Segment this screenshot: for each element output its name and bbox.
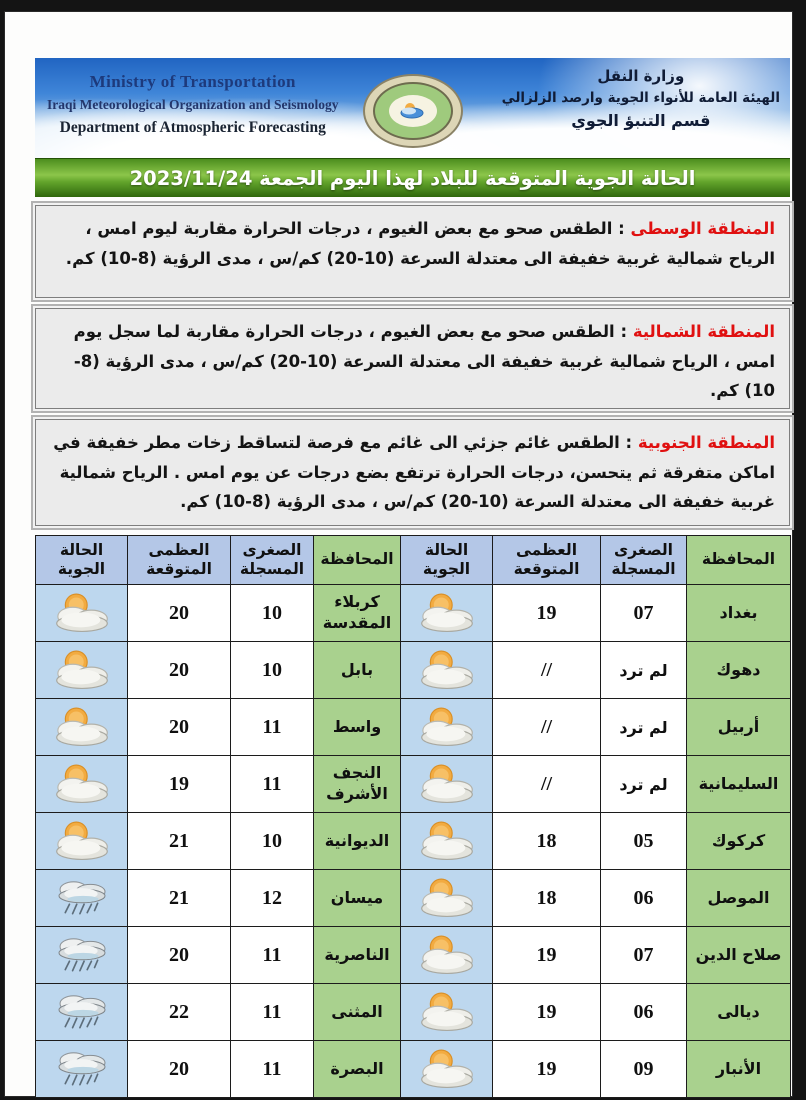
document-content	[35, 58, 790, 1098]
rain-cloud-icon	[45, 875, 119, 921]
max-temp-cell: 19	[128, 756, 231, 813]
min-temp-cell: 06	[601, 870, 687, 927]
max-temp-cell: 20	[128, 642, 231, 699]
governorate-cell: بابل	[314, 642, 401, 699]
agency-seal-logo	[363, 74, 463, 148]
governorate-cell: كربلاء المقدسة	[314, 585, 401, 642]
governorate-cell: الموصل	[687, 870, 791, 927]
header-governorate-right: المحافظة	[687, 536, 791, 585]
weather-condition-cell	[401, 756, 493, 813]
header-condition-right: الحالة الجوية	[401, 536, 493, 585]
governorate-cell: ميسان	[314, 870, 401, 927]
max-temp-cell: 20	[128, 699, 231, 756]
governorate-cell: الأنبار	[687, 1041, 791, 1098]
ministry-line-1: Ministry of Transportation	[89, 72, 296, 91]
min-temp-cell: 11	[231, 756, 314, 813]
weather-condition-cell	[36, 699, 128, 756]
header-condition-left: الحالة الجوية	[36, 536, 128, 585]
max-temp-cell: 19	[493, 927, 601, 984]
table-row	[36, 756, 791, 813]
rain-cloud-icon	[45, 1046, 119, 1092]
header-governorate-left: المحافظة	[314, 536, 401, 585]
sun-behind-cloud-icon	[410, 590, 484, 636]
header-min-right: الصغرى المسجلة	[601, 536, 687, 585]
max-temp-cell: 21	[128, 870, 231, 927]
min-temp-cell: لم ترد	[619, 717, 668, 737]
weather-condition-cell	[36, 756, 128, 813]
weather-condition-cell	[36, 642, 128, 699]
min-temp-cell: 09	[601, 1041, 687, 1098]
northern-region-text: : الطقس صحو مع بعض الغيوم ، درجات الحرارة مقاربة لما سجل يوم امس ، الرياح شمالية غربية خفيفة الى معتدلة السرعة (10-20) كم/س ، مدى الرؤية (8-10) كم.	[73, 322, 775, 401]
weather-condition-cell	[401, 699, 493, 756]
rain-cloud-icon	[45, 989, 119, 1035]
min-temp-cell: 07	[601, 927, 687, 984]
ministry-line-3: Department of Atmospheric Forecasting	[59, 119, 326, 137]
southern-region-label: المنطقة الجنوبية	[637, 433, 775, 452]
sun-behind-cloud-icon	[410, 761, 484, 807]
governorate-cell: السليمانية	[687, 756, 791, 813]
table-row	[36, 984, 791, 1041]
max-temp-cell: 20	[128, 585, 231, 642]
max-temp-cell: //	[493, 642, 601, 699]
weather-condition-cell	[401, 642, 493, 699]
weather-condition-cell	[401, 870, 493, 927]
table-row	[36, 1041, 791, 1098]
northern-region-label: المنطقة الشمالية	[632, 322, 775, 341]
forecast-title-text: الحالة الجوية المتوقعة للبلاد لهذا اليوم الجمعة 2023/11/24	[129, 166, 696, 190]
min-temp-cell: 11	[231, 984, 314, 1041]
governorate-cell: بغداد	[687, 585, 791, 642]
max-temp-cell: 21	[128, 813, 231, 870]
min-temp-cell: 05	[601, 813, 687, 870]
ministry-arabic-line-3: قسم التنبؤ الجوي	[571, 111, 711, 131]
sun-behind-cloud-icon	[45, 590, 119, 636]
logo-cloud-icon	[396, 100, 430, 122]
logo-green-ring	[373, 82, 453, 140]
table-header-row	[36, 536, 791, 585]
weather-condition-cell	[36, 927, 128, 984]
min-temp-cell: 06	[601, 984, 687, 1041]
governorate-cell: صلاح الدين	[687, 927, 791, 984]
min-temp-cell: لم ترد	[619, 774, 668, 794]
table-row	[36, 699, 791, 756]
sun-behind-cloud-icon	[410, 704, 484, 750]
min-temp-cell: 11	[231, 1041, 314, 1098]
sun-behind-cloud-icon	[410, 647, 484, 693]
forecast-title-bar	[35, 158, 790, 197]
sun-behind-cloud-icon	[410, 932, 484, 978]
southern-region-forecast	[35, 419, 790, 526]
rain-cloud-icon	[45, 932, 119, 978]
max-temp-cell: //	[493, 756, 601, 813]
southern-region-text: : الطقس غائم جزئي الى غائم مع فرصة لتساقط زخات مطر خفيفة في اماكن متفرقة ثم يتحسن، درجات الحرارة ترتفع بضع درجات عن يوم امس . الرياح شمالية غربية خفيفة الى معتدلة السرعة (10-20) كم/س ، مدى الرؤية (8-10) كم.	[53, 433, 775, 512]
weather-condition-cell	[36, 813, 128, 870]
max-temp-cell: 19	[493, 585, 601, 642]
weather-condition-cell	[36, 984, 128, 1041]
max-temp-cell: 20	[128, 1041, 231, 1098]
min-temp-cell: لم ترد	[619, 660, 668, 680]
max-temp-cell: 22	[128, 984, 231, 1041]
weather-condition-cell	[401, 927, 493, 984]
sun-behind-cloud-icon	[410, 875, 484, 921]
governorate-cell: كركوك	[687, 813, 791, 870]
ministry-arabic-line-2: الهيئة العامة للأنواء الجوية وارصد الزلزالي	[501, 90, 780, 107]
max-temp-cell: 19	[493, 984, 601, 1041]
sun-behind-cloud-icon	[45, 647, 119, 693]
max-temp-cell: 20	[128, 927, 231, 984]
governorate-cell: أربيل	[687, 699, 791, 756]
central-region-label: المنطقة الوسطى	[630, 219, 775, 238]
ministry-name-english	[47, 69, 338, 140]
northern-region-forecast	[35, 308, 790, 409]
sun-behind-cloud-icon	[45, 818, 119, 864]
weather-condition-cell	[401, 984, 493, 1041]
weather-condition-cell	[36, 1041, 128, 1098]
min-temp-cell: 11	[231, 699, 314, 756]
weather-condition-cell	[401, 813, 493, 870]
governorate-weather-table	[35, 535, 791, 1098]
governorate-cell: الناصرية	[314, 927, 401, 984]
table-row	[36, 813, 791, 870]
max-temp-cell: 18	[493, 813, 601, 870]
header-max-right: العظمى المتوقعة	[493, 536, 601, 585]
sun-behind-cloud-icon	[45, 704, 119, 750]
letterhead-banner	[35, 58, 790, 158]
governorate-cell: البصرة	[314, 1041, 401, 1098]
ministry-name-arabic	[502, 65, 780, 134]
sun-behind-cloud-icon	[45, 761, 119, 807]
table-row	[36, 642, 791, 699]
ministry-line-2: Iraqi Meteorological Organization and Seismology	[47, 97, 339, 113]
header-min-left: الصغرى المسجلة	[231, 536, 314, 585]
table-row	[36, 927, 791, 984]
governorate-cell: المثنى	[314, 984, 401, 1041]
governorate-cell: ديالى	[687, 984, 791, 1041]
sun-behind-cloud-icon	[410, 989, 484, 1035]
min-temp-cell: 07	[601, 585, 687, 642]
min-temp-cell: 12	[231, 870, 314, 927]
min-temp-cell: 10	[231, 813, 314, 870]
logo-center-emblem	[389, 95, 437, 127]
governorate-cell: واسط	[314, 699, 401, 756]
header-max-left: العظمى المتوقعة	[128, 536, 231, 585]
table-row	[36, 870, 791, 927]
weather-condition-cell	[36, 870, 128, 927]
weather-condition-cell	[401, 585, 493, 642]
central-region-forecast	[35, 205, 790, 298]
governorate-cell: دهوك	[687, 642, 791, 699]
sun-behind-cloud-icon	[410, 1046, 484, 1092]
max-temp-cell: 19	[493, 1041, 601, 1098]
min-temp-cell: 11	[231, 927, 314, 984]
governorate-cell: النجف الأشرف	[314, 756, 401, 813]
central-region-text: : الطقس صحو مع بعض الغيوم ، درجات الحرارة مقاربة ليوم امس ، الرياح شمالية غربية خفيفة الى معتدلة السرعة (10-20) كم/س ، مدى الرؤية (8-10) كم.	[65, 219, 775, 268]
table-row	[36, 585, 791, 642]
min-temp-cell: 10	[231, 585, 314, 642]
max-temp-cell: 18	[493, 870, 601, 927]
sun-behind-cloud-icon	[410, 818, 484, 864]
weather-condition-cell	[401, 1041, 493, 1098]
governorate-cell: الديوانية	[314, 813, 401, 870]
min-temp-cell: 10	[231, 642, 314, 699]
ministry-arabic-line-1: وزارة النقل	[597, 67, 685, 85]
max-temp-cell: //	[493, 699, 601, 756]
document-page	[4, 11, 793, 1097]
weather-condition-cell	[36, 585, 128, 642]
